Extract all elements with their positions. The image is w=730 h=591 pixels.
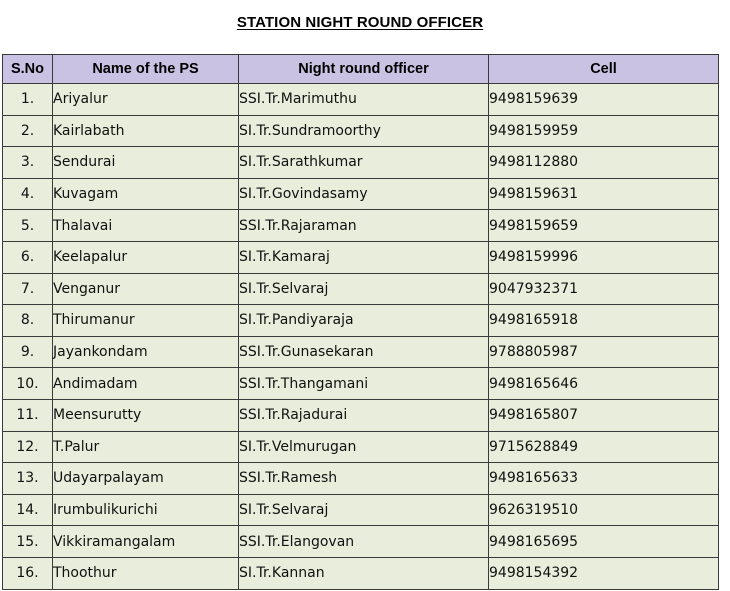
officer-table: [2, 54, 719, 590]
cell-number-cell: 9788805987: [489, 336, 719, 368]
table-row: [3, 431, 719, 463]
cell-number-cell: 9498159639: [489, 84, 719, 116]
table-header-row: [3, 55, 719, 84]
cell-number-cell: 9626319510: [489, 494, 719, 526]
ps-name-cell: Thalavai: [53, 210, 239, 242]
cell-number-cell: 9498159659: [489, 210, 719, 242]
sno-cell: 9.: [3, 336, 53, 368]
table-row: [3, 368, 719, 400]
officer-name-cell: SI.Tr.Pandiyaraja: [239, 305, 489, 337]
sno-cell: 13.: [3, 463, 53, 495]
cell-number-cell: 9498154392: [489, 557, 719, 589]
table-row: [3, 178, 719, 210]
table-row: [3, 273, 719, 305]
officer-name-cell: SI.Tr.Kamaraj: [239, 241, 489, 273]
sno-cell: 10.: [3, 368, 53, 400]
ps-name-cell: Kairlabath: [53, 115, 239, 147]
officer-name-cell: SSI.Tr.Thangamani: [239, 368, 489, 400]
ps-name-cell: Thoothur: [53, 557, 239, 589]
cell-number-cell: 9498165646: [489, 368, 719, 400]
cell-number-cell: 9498165695: [489, 526, 719, 558]
ps-name-cell: Ariyalur: [53, 84, 239, 116]
cell-number-cell: 9715628849: [489, 431, 719, 463]
sno-cell: 4.: [3, 178, 53, 210]
officer-name-cell: SI.Tr.Sarathkumar: [239, 147, 489, 179]
ps-name-cell: Venganur: [53, 273, 239, 305]
table-row: [3, 494, 719, 526]
officer-name-cell: SI.Tr.Velmurugan: [239, 431, 489, 463]
ps-name-cell: Sendurai: [53, 147, 239, 179]
sno-cell: 15.: [3, 526, 53, 558]
ps-name-cell: Irumbulikurichi: [53, 494, 239, 526]
column-header-sno: S.No: [3, 55, 53, 84]
sno-cell: 1.: [3, 84, 53, 116]
table-row: [3, 305, 719, 337]
table-row: [3, 115, 719, 147]
table-row: [3, 557, 719, 589]
cell-number-cell: 9498159959: [489, 115, 719, 147]
ps-name-cell: Udayarpalayam: [53, 463, 239, 495]
table-row: [3, 526, 719, 558]
ps-name-cell: Andimadam: [53, 368, 239, 400]
officer-name-cell: SI.Tr.Kannan: [239, 557, 489, 589]
sno-cell: 8.: [3, 305, 53, 337]
officer-name-cell: SI.Tr.Selvaraj: [239, 273, 489, 305]
officer-name-cell: SSI.Tr.Rajaraman: [239, 210, 489, 242]
officer-name-cell: SI.Tr.Sundramoorthy: [239, 115, 489, 147]
ps-name-cell: T.Palur: [53, 431, 239, 463]
cell-number-cell: 9498159996: [489, 241, 719, 273]
table-row: [3, 241, 719, 273]
cell-number-cell: 9498159631: [489, 178, 719, 210]
column-header-ps-name: Name of the PS: [53, 55, 239, 84]
cell-number-cell: 9047932371: [489, 273, 719, 305]
page-title: STATION NIGHT ROUND OFFICER: [236, 14, 484, 31]
sno-cell: 7.: [3, 273, 53, 305]
table-row: [3, 399, 719, 431]
officer-name-cell: SI.Tr.Govindasamy: [239, 178, 489, 210]
sno-cell: 11.: [3, 399, 53, 431]
sno-cell: 2.: [3, 115, 53, 147]
sno-cell: 3.: [3, 147, 53, 179]
table-body: [3, 84, 719, 590]
cell-number-cell: 9498165918: [489, 305, 719, 337]
sno-cell: 6.: [3, 241, 53, 273]
cell-number-cell: 9498165807: [489, 399, 719, 431]
sno-cell: 16.: [3, 557, 53, 589]
officer-name-cell: SSI.Tr.Ramesh: [239, 463, 489, 495]
cell-number-cell: 9498112880: [489, 147, 719, 179]
officer-name-cell: SSI.Tr.Elangovan: [239, 526, 489, 558]
sno-cell: 14.: [3, 494, 53, 526]
ps-name-cell: Jayankondam: [53, 336, 239, 368]
officer-name-cell: SI.Tr.Selvaraj: [239, 494, 489, 526]
ps-name-cell: Keelapalur: [53, 241, 239, 273]
sno-cell: 12.: [3, 431, 53, 463]
officer-name-cell: SSI.Tr.Marimuthu: [239, 84, 489, 116]
officer-name-cell: SSI.Tr.Gunasekaran: [239, 336, 489, 368]
ps-name-cell: Vikkiramangalam: [53, 526, 239, 558]
cell-number-cell: 9498165633: [489, 463, 719, 495]
ps-name-cell: Thirumanur: [53, 305, 239, 337]
ps-name-cell: Kuvagam: [53, 178, 239, 210]
column-header-cell: Cell: [489, 55, 719, 84]
table-row: [3, 147, 719, 179]
ps-name-cell: Meensurutty: [53, 399, 239, 431]
column-header-night-round-officer: Night round officer: [239, 55, 489, 84]
table-row: [3, 84, 719, 116]
officer-name-cell: SSI.Tr.Rajadurai: [239, 399, 489, 431]
sno-cell: 5.: [3, 210, 53, 242]
table-row: [3, 210, 719, 242]
table-row: [3, 336, 719, 368]
table-row: [3, 463, 719, 495]
